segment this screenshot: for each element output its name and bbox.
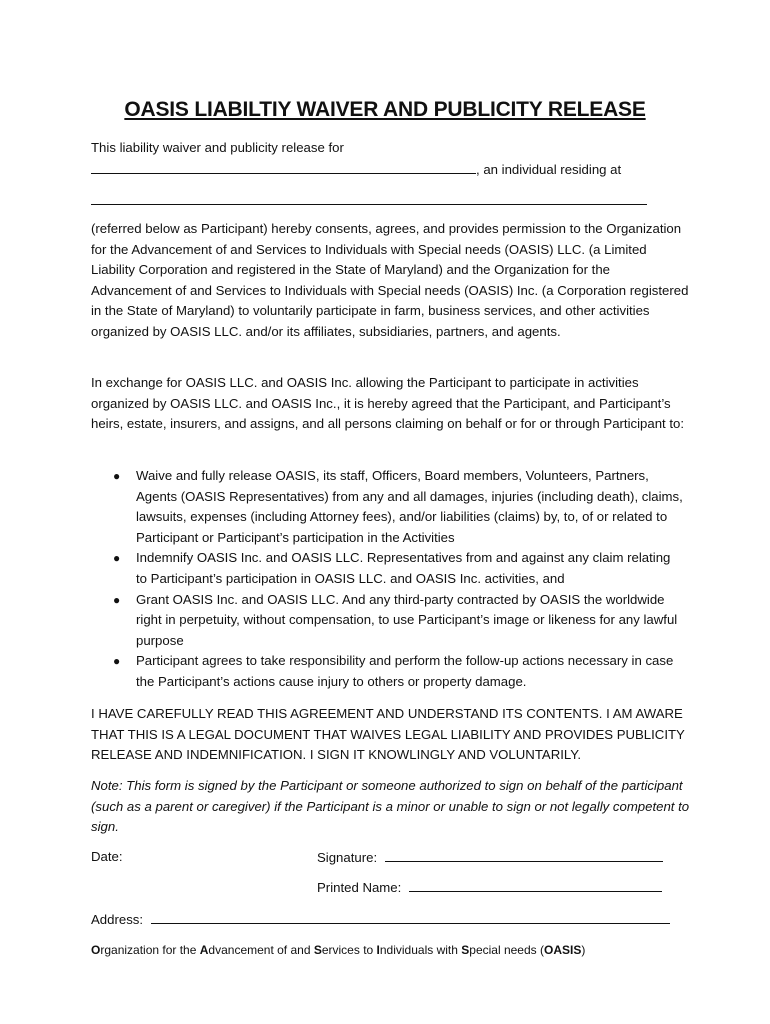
signature-row (317, 849, 663, 865)
bullet-icon: ● (113, 469, 121, 483)
footer-initial: A (199, 943, 209, 957)
footer-initial: I (376, 943, 380, 957)
document-title: OASIS LIABILTIY WAIVER AND PUBLICITY RELEASE (124, 98, 646, 121)
footer-text: ervices to (321, 943, 377, 957)
residence-blank[interactable] (91, 192, 647, 205)
printed-name-blank[interactable] (409, 879, 662, 892)
signature-label: Signature: (317, 850, 378, 865)
date-label: Date: (91, 849, 123, 864)
consent-paragraph: (referred below as Participant) hereby consents, agrees, and provides permission to the Organization for the Advancement of and Services to Individuals with Special needs (OASIS) LLC. (a Limited Liability Corporation and registered in the State of Maryland) and the Organization for the Advancement of and Services to Individuals with Special needs (OASIS) Inc. (a Corporation registered in the State of Maryland) to voluntarily participate in farm, business services, and other activities organized by OASIS LLC. and/or its affiliates, subsidiaries, partners, and agents. (91, 221, 689, 339)
footer-text: rganization for the (100, 943, 200, 957)
address-label: Address: (91, 912, 144, 927)
acknowledgement-paragraph: I HAVE CAREFULLY READ THIS AGREEMENT AND UNDERSTAND ITS CONTENTS. I AM AWARE THAT THIS IS A LEGAL DOCUMENT THAT WAIVES LEGAL LIABILITY AND PROVIDES PUBLICITY RELEASE AND INDEMNIFICATION. I SIGN IT KNOWLINGLY AND VOLUNTARILY. (91, 706, 685, 763)
list-item-text: Grant OASIS Inc. and OASIS LLC. And any third-party contracted by OASIS the worldwide right in perpetuity, without compensation, to use Participant’s image or likeness for any lawful purpose (136, 591, 678, 648)
footer-acronym: OASIS (543, 943, 582, 957)
organization-footer (91, 943, 585, 957)
list-item-text: Participant agrees to take responsibility and perform the follow-up actions necessary in case the Participant’s actions cause injury to others or property damage. (136, 653, 674, 689)
participant-name-row (91, 161, 621, 177)
list-item (113, 651, 683, 692)
printed-name-label: Printed Name: (317, 880, 402, 895)
footer-initial: S (461, 943, 470, 957)
address-blank[interactable] (151, 911, 670, 924)
list-item (113, 466, 683, 548)
exchange-paragraph: In exchange for OASIS LLC. and OASIS Inc. allowing the Participant to participate in activities organized by OASIS LLC. and OASIS Inc., it is hereby agreed that the Participant, and Participant’s heirs, estate, insurers, and assigns, and all persons claiming on behalf or for or through Participant to: (91, 375, 685, 432)
residing-label: , an individual residing at (476, 162, 622, 177)
list-item (113, 548, 683, 589)
address-row (91, 911, 670, 927)
footer-text: ndividuals with (379, 943, 462, 957)
bullet-icon: ● (113, 654, 121, 669)
signature-blank[interactable] (385, 849, 663, 862)
bullet-icon: ● (113, 551, 121, 566)
release-terms-list (113, 466, 683, 693)
bullet-icon: ● (113, 592, 121, 607)
list-item (113, 590, 683, 652)
footer-text: pecial needs ( (469, 943, 544, 957)
footer-initial: S (313, 943, 322, 957)
participant-name-blank[interactable] (91, 161, 476, 174)
footer-text: ) (581, 943, 586, 957)
list-item-text: Waive and fully release OASIS, its staff, Officers, Board members, Volunteers, Partners, Agents (OASIS Representatives) from any and all damages, injuries (including death), claims, lawsuits, expenses (including Attorney fees), and/or liabilities (claims) by, to, of or related to Participant or Participant’s participation in the Activities (136, 468, 683, 545)
list-item-text: Indemnify OASIS Inc. and OASIS LLC. Representatives from and against any claim relating to Participant’s participation in OASIS LLC. and OASIS Inc. activities, and (136, 550, 671, 586)
footer-text: dvancement of and (208, 943, 314, 957)
footer-initial: O (91, 943, 101, 957)
intro-line: This liability waiver and publicity release for (91, 140, 344, 155)
signing-note: Note: This form is signed by the Participant or someone authorized to sign on behalf of the participant (such as a parent or caregiver) if the Participant is a minor or unable to sign or not legally competent to sign. (91, 778, 690, 835)
printed-name-row (317, 879, 662, 895)
residence-row (91, 192, 647, 208)
